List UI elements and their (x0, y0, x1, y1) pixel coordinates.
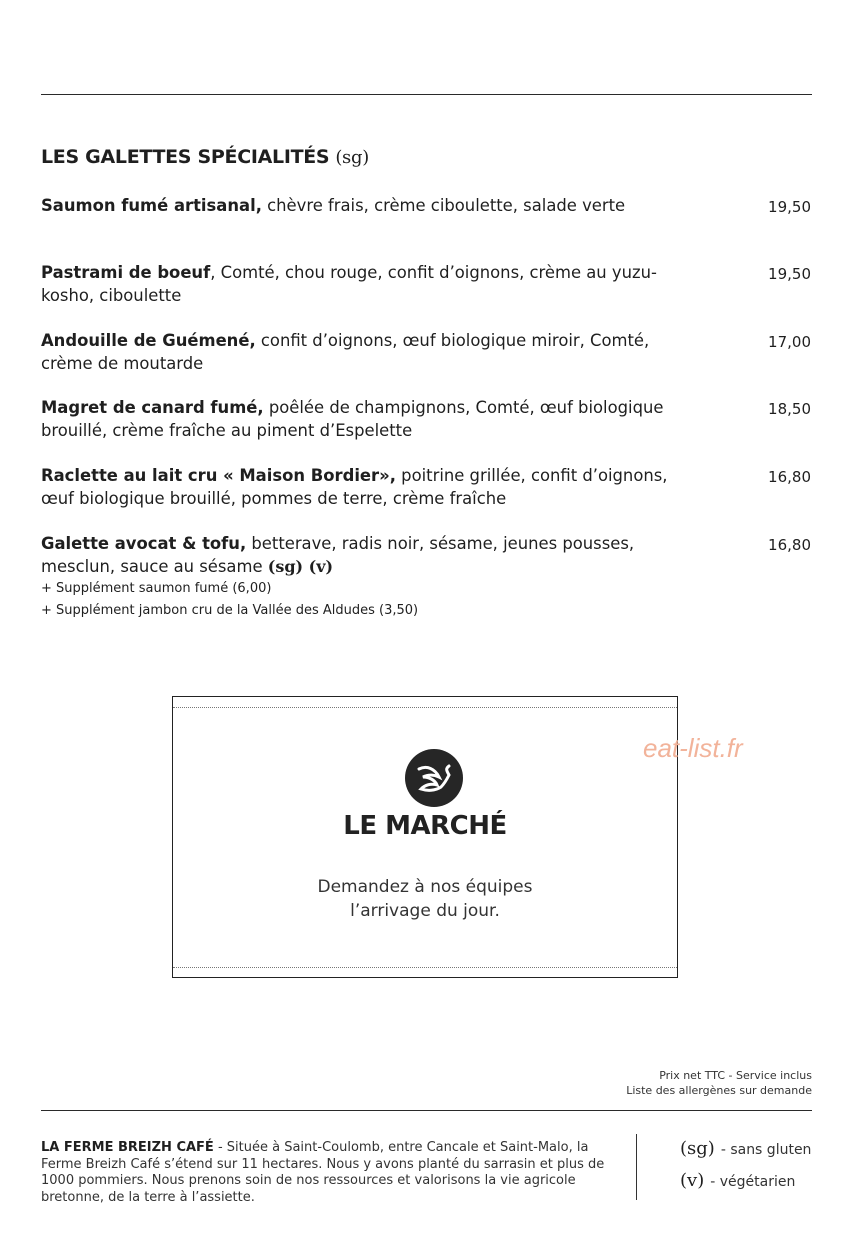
dotted-divider (173, 967, 677, 968)
market-brand: LE MARCHÉ (343, 811, 507, 841)
item-name: Andouille de Guémené, (41, 331, 256, 350)
menu-item (41, 262, 812, 307)
item-description: betterave, radis noir, sésame, jeunes pousses, mesclun, sauce au sésame (41, 534, 635, 576)
footer-divider (636, 1134, 637, 1200)
item-name: Galette avocat & tofu, (41, 534, 247, 553)
diet-tags: (sg) (v) (267, 556, 334, 576)
item-description: , Comté, chou rouge, confit d’oignons, crème au yuzu-kosho, ciboulette (41, 263, 657, 305)
legend-key: (v) (680, 1170, 705, 1191)
footer-rule (41, 1110, 812, 1111)
watermark: eat-list.fr (643, 733, 743, 763)
item-name: Saumon fumé artisanal, (41, 196, 262, 215)
item-name: Magret de canard fumé, (41, 398, 264, 417)
gluten-free-tag: (sg) (335, 147, 369, 168)
farm-name: LA FERME BREIZH CAFÉ (41, 1140, 214, 1155)
section-title-text: LES GALETTES SPÉCIALITÉS (41, 146, 330, 168)
legend-vegetarian (680, 1170, 795, 1191)
supplement: + Supplément jambon cru de la Vallée des Aldudes (3,50) (41, 603, 419, 618)
legend-key: (sg) (680, 1138, 715, 1159)
top-rule (41, 94, 812, 95)
item-description: poitrine grillée, confit d’oignons, œuf biologique brouillé, pommes de terre, crème fraîche (41, 466, 668, 508)
menu-item (41, 465, 812, 510)
item-name: Pastrami de boeuf (41, 263, 211, 282)
item-price: 18,50 (768, 400, 811, 418)
menu-item (41, 195, 812, 218)
section-title (41, 146, 369, 168)
allergen-note: Liste des allergènes sur demande (626, 1084, 812, 1097)
item-price: 19,50 (768, 198, 811, 216)
item-name: Raclette au lait cru « Maison Bordier», (41, 466, 396, 485)
menu-item (41, 330, 812, 375)
item-price: 16,80 (768, 536, 811, 554)
market-line: l’arrivage du jour. (350, 901, 500, 921)
legend-label: - végétarien (710, 1174, 796, 1190)
supplement: + Supplément saumon fumé (6,00) (41, 581, 272, 596)
menu-item (41, 397, 812, 442)
item-description: chèvre frais, crème ciboulette, salade verte (261, 196, 626, 215)
item-price: 17,00 (768, 333, 811, 351)
le-marche-logo-icon (405, 749, 463, 807)
legend-label: - sans gluten (720, 1142, 812, 1158)
item-price: 16,80 (768, 468, 811, 486)
farm-text: - Située à Saint-Coulomb, entre Cancale et Saint-Malo, la Ferme Breizh Café s’étend sur 11 hectares. Nous y avons planté du sarrasin et plus de 1000 pommiers. Nous prenons soin de nos ressources et valorisons la vie agricole bretonne, de la terre à l’assiette. (41, 1140, 605, 1205)
market-box (172, 696, 678, 978)
market-line: Demandez à nos équipes (317, 877, 533, 897)
menu-item (41, 533, 812, 622)
item-price: 19,50 (768, 265, 811, 283)
item-description: confit d’oignons, œuf biologique miroir, Comté, crème de moutarde (41, 331, 650, 373)
price-note: Prix net TTC - Service inclus (659, 1069, 812, 1082)
legend-gluten-free (680, 1138, 811, 1159)
farm-description (41, 1140, 621, 1206)
dotted-divider (173, 707, 677, 708)
market-message (173, 875, 677, 923)
item-description: poêlée de champignons, Comté, œuf biologique brouillé, crème fraîche au piment d’Espelette (41, 398, 664, 440)
